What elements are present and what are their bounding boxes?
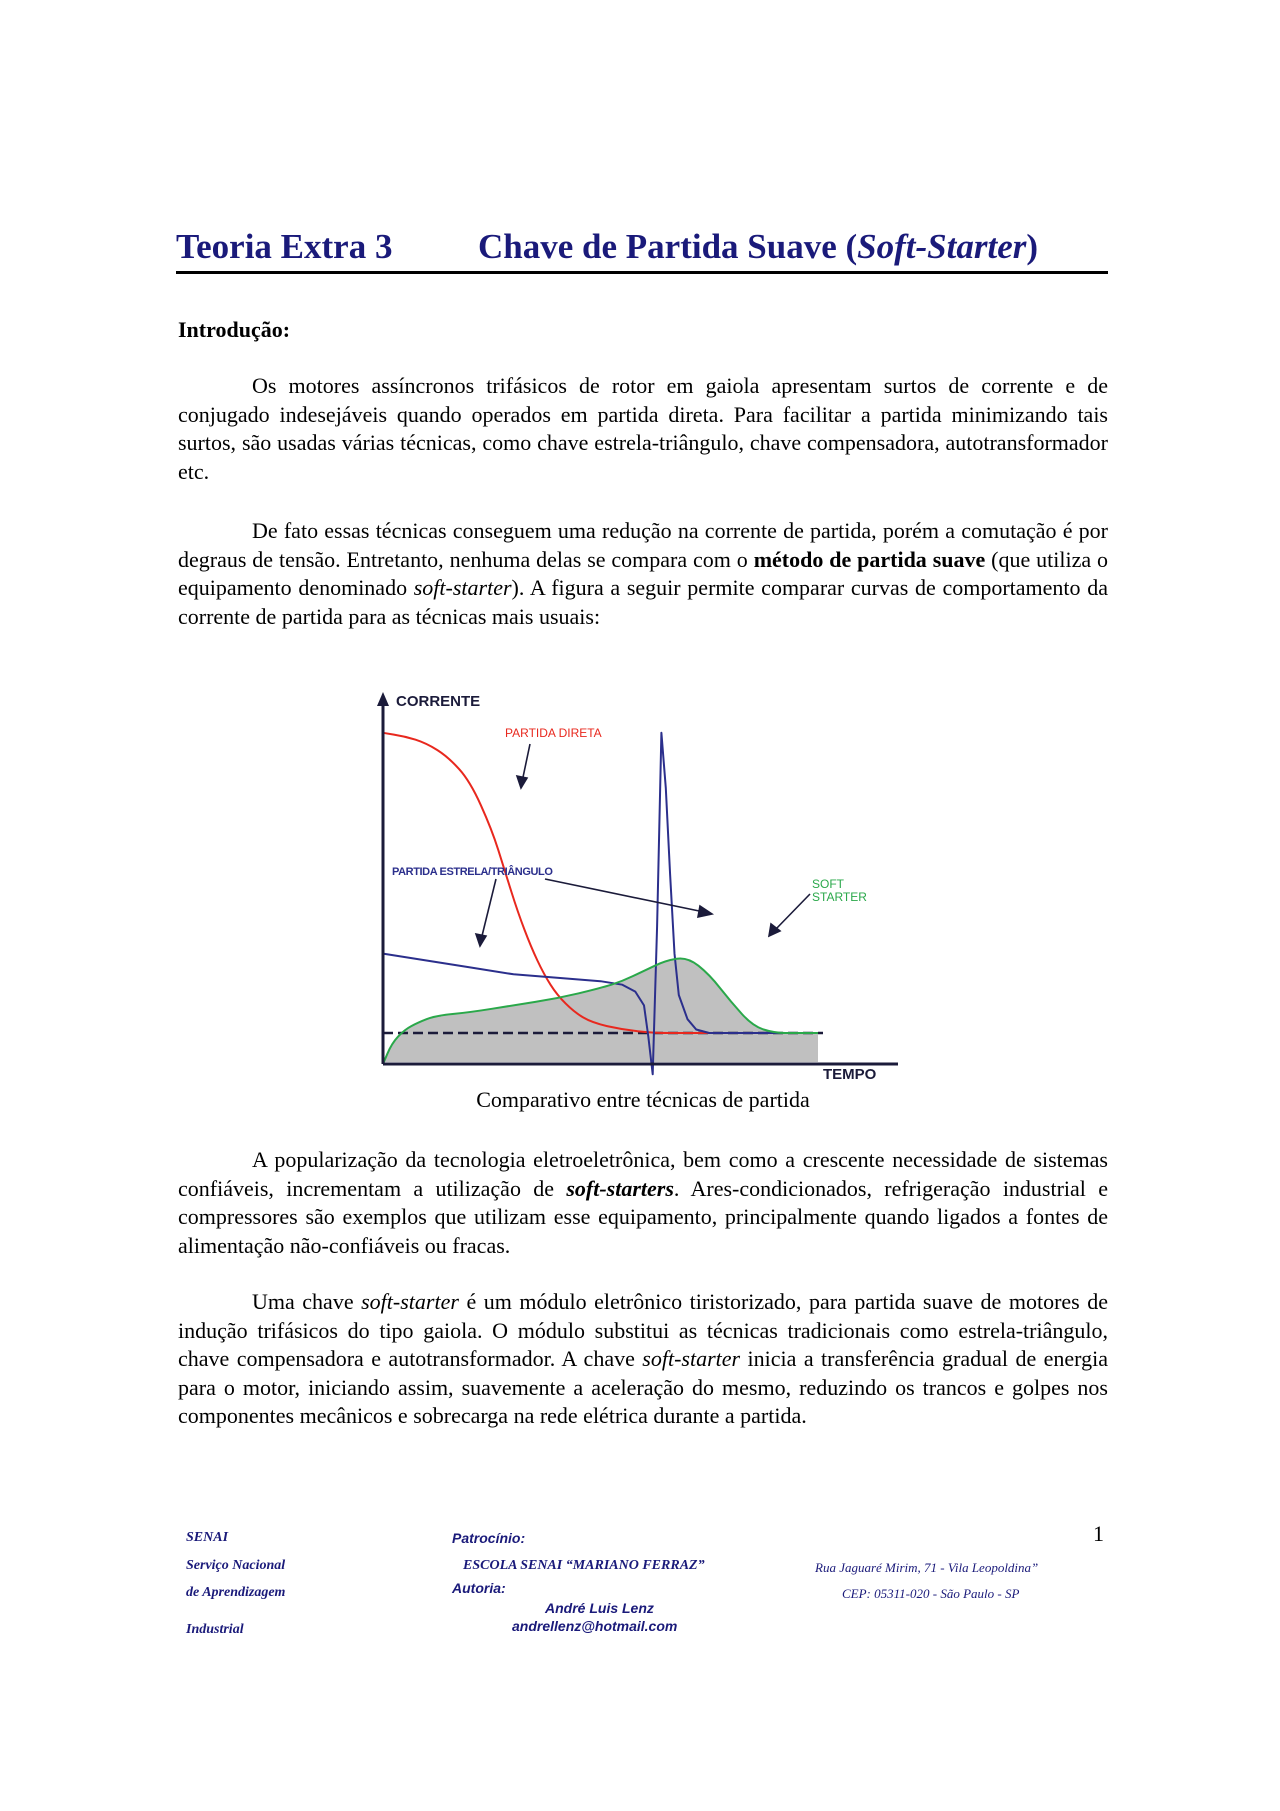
label-soft-1: SOFT — [812, 877, 844, 891]
page-number: 1 — [1093, 1521, 1104, 1546]
footer-author-label: Autoria: — [452, 1580, 506, 1596]
label-direct: PARTIDA DIRETA — [505, 726, 602, 740]
title-main: Chave de Partida Suave (Soft-Starter) — [478, 227, 1039, 266]
paragraph-2: De fato essas técnicas conseguem uma redução na corrente de partida, porém a comutação é por degraus de tensão. Entretanto, nenhuma delas se compara com o método de partida suave (que utiliza o equipamento denominado soft-starter). A figura a seguir permite comparar curvas de comportamento da corrente de partida para as técnicas mais usuais: — [178, 518, 1109, 629]
footer-sponsor-label: Patrocínio: — [452, 1530, 526, 1546]
intro-heading: Introdução: — [178, 317, 291, 342]
label-star-delta: PARTIDA ESTRELA/TRIÂNGULO — [392, 866, 553, 878]
footer-author-name: André Luis Lenz — [545, 1600, 654, 1616]
title-prefix: Teoria Extra 3 — [176, 227, 393, 266]
footer-org-1: SENAI — [186, 1530, 229, 1545]
paragraph-1: Os motores assíncronos trifásicos de rotor em gaiola apresentam surtos de corrente e de conjugado indesejáveis quando operados em partida direta. Para facilitar a partida minimizando tais surtos, são usadas várias técnicas, como chave estrela-triângulo, chave compensadora, autotransformador etc. — [178, 373, 1108, 484]
y-axis-label: CORRENTE — [396, 693, 481, 710]
italic-term-2: soft-starter — [642, 1346, 741, 1372]
label-soft-2: STARTER — [812, 890, 867, 904]
footer-address-1: Rua Jaguaré Mirim, 71 - Vila Leopoldina” — [815, 1560, 1039, 1575]
bold-term: método de partida suave — [753, 546, 986, 572]
paragraph-3: A popularização da tecnologia eletroeletrônica, bem como a crescente necessidade de sistemas confiáveis, incrementam a utilização de soft-starters. Ares-condicionados, refrigeração industrial e compressores são exemplos que utilizam esse equipamento, principalmente quando ligados a fontes de alimentação não-confiáveis ou fracas. — [178, 1147, 1108, 1258]
footer-address-2: CEP: 05311-020 - São Paulo - SP — [842, 1586, 1020, 1601]
footer-org-3: de Aprendizagem — [186, 1585, 286, 1600]
title-italic: Soft-Starter — [857, 227, 1027, 266]
footer-org-2: Serviço Nacional — [186, 1558, 286, 1573]
paragraph-4: Uma chave soft-starter é um módulo eletrônico tiristorizado, para partida suave de motores de indução trifásicos do tipo gaiola. O módulo substitui as técnicas tradicionais como estrela-triângulo, chave compensadora e autotransformador. A chave soft-starter inicia a transferência gradual de energia para o motor, iniciando assim, suavemente a aceleração do mesmo, reduzindo os trancos e golpes nos componentes mecânicos e sobrecarga na rede elétrica durante a partida. — [178, 1289, 1109, 1429]
x-axis-label: TEMPO — [823, 1066, 877, 1082]
chart — [368, 682, 906, 1082]
title-underline — [176, 271, 1108, 274]
footer-school: ESCOLA SENAI “MARIANO FERRAZ” — [463, 1558, 705, 1573]
footer-author-email: andrellenz@hotmail.com — [512, 1618, 678, 1634]
footer-org-4: Industrial — [186, 1622, 244, 1637]
italic-term: soft-starter — [413, 575, 512, 601]
figure-caption: Comparativo entre técnicas de partida — [476, 1087, 810, 1112]
page-title — [176, 225, 1108, 269]
current-comparison-figure — [368, 682, 906, 1082]
italic-term-1: soft-starter — [361, 1289, 459, 1314]
bold-italic-term: soft-starters — [566, 1175, 674, 1201]
